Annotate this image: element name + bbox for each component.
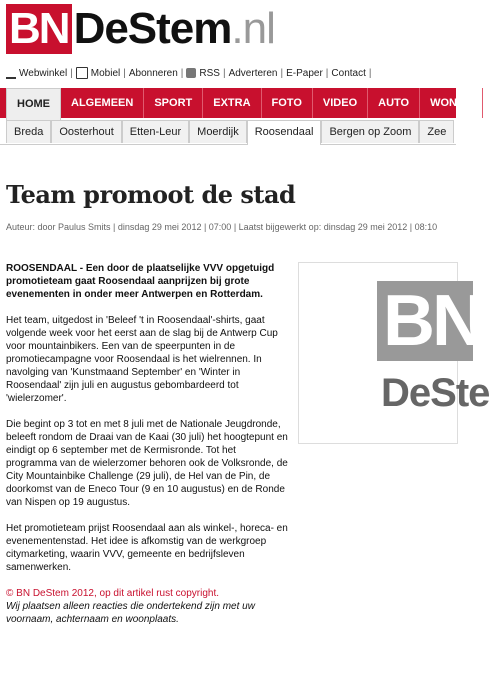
region-tab-zee[interactable]: Zee: [419, 120, 454, 143]
util-link-webwinkel[interactable]: Webwinkel: [19, 67, 68, 79]
region-tab-moerdijk[interactable]: Moerdijk: [189, 120, 247, 143]
nav-tab-foto[interactable]: FOTO: [262, 88, 313, 118]
util-link-adverteren[interactable]: Adverteren: [228, 67, 278, 79]
util-link-abonneren[interactable]: Abonneren: [128, 67, 178, 79]
nav-tab-algemeen[interactable]: ALGEMEEN: [61, 88, 144, 118]
nav-tab-extra[interactable]: EXTRA: [203, 88, 261, 118]
nav-tab-wonen[interactable]: WONEN: [420, 88, 483, 118]
logo-destem: DeStem: [73, 4, 232, 53]
nav-tab-auto[interactable]: AUTO: [368, 88, 420, 118]
article-paragraph: Het promotieteam prijst Roosendaal aan als winkel-, horeca- en evenementenstad. Het idee is afkomstig van de werkgroep citymarketing, waarin VVV, gemeente en bedrijfsleven samenwerken.: [6, 523, 288, 573]
copyright-notice: © BN DeStem 2012, op dit artikel rust copyright.: [6, 588, 220, 599]
region-tab-oosterhout[interactable]: Oosterhout: [51, 120, 121, 143]
region-nav: [0, 120, 456, 145]
article-body: [6, 262, 288, 639]
util-link-contact[interactable]: Contact: [331, 67, 366, 79]
util-link-mobiel[interactable]: Mobiel: [90, 67, 121, 79]
nav-tab-video[interactable]: VIDEO: [313, 88, 368, 118]
site-logo[interactable]: [6, 4, 275, 54]
logo-bn: BN: [6, 4, 72, 54]
nav-tab-home[interactable]: HOME: [6, 88, 61, 121]
region-tab-bergen-op-zoom[interactable]: Bergen op Zoom: [321, 120, 419, 143]
main-nav: [0, 88, 473, 118]
nav-tab-sport[interactable]: SPORT: [144, 88, 203, 118]
region-tab-etten-leur[interactable]: Etten-Leur: [122, 120, 189, 143]
ad-logo-bn: BN: [377, 281, 473, 361]
side-advertisement[interactable]: [298, 262, 489, 444]
article-paragraph: Die begint op 3 tot en met 8 juli met de Nationale Jeugdronde, beleeft rondom de Draai van de Kaai (30 juli) het hoogtepunt en eindigt op 6 september met de Kermisronde. Tot het programma van de wielerzomer behoren ook de Volksronde, de City Mountainbike Challenge (29 juli), de Hel van de Pin, de doorkomst van de Eneco Tour (9 en 10 augustus) en de Ronde van Nispen op 19 augustus.: [6, 419, 288, 508]
ad-logo-destem: DeSte: [381, 371, 489, 415]
util-link-epaper[interactable]: E-Paper: [286, 67, 323, 79]
comment-policy-note: Wij plaatsen alleen reacties die ondertekend zijn met uw voornaam, achternaam en woonplaats.: [6, 601, 255, 625]
cart-icon: [6, 67, 16, 79]
rss-icon: [186, 68, 196, 78]
mobile-icon: [76, 67, 88, 79]
logo-nl: .nl: [231, 4, 275, 53]
article-meta: Auteur: door Paulus Smits | dinsdag 29 mei 2012 | 07:00 | Laatst bijgewerkt op: dinsdag 29 mei 2012 | 08:10: [6, 222, 438, 232]
region-tab-roosendaal[interactable]: Roosendaal: [247, 120, 322, 145]
article-paragraph: Het team, uitgedost in 'Beleef 't in Roosendaal'-shirts, gaat volgende week voor het eerst aan de slag bij de Antwerp Cup voor mountainbikers. Een van de speerpunten in de promotiecampagne voor Roosendaal is het wielrennen. In navolging van 'Kunstmaand September' en 'Winter in Roosendaal' zijn juli en augustus gebombardeerd tot 'wielerzomer'.: [6, 315, 278, 404]
util-link-rss[interactable]: RSS: [199, 67, 220, 79]
article-lead: ROOSENDAAL - Een door de plaatselijke VVV opgetuigd promotieteam gaat Roosendaal aanprijzen bij grote evenementen in onder meer Antwerpen en Rotterdam.: [6, 263, 275, 300]
utility-links: Webwinkel | Mobiel | Abonneren | RSS | Adverteren | E-Paper | Contact |: [6, 67, 374, 79]
article-headline: Team promoot de stad: [6, 180, 296, 209]
region-tab-breda[interactable]: Breda: [6, 120, 51, 143]
